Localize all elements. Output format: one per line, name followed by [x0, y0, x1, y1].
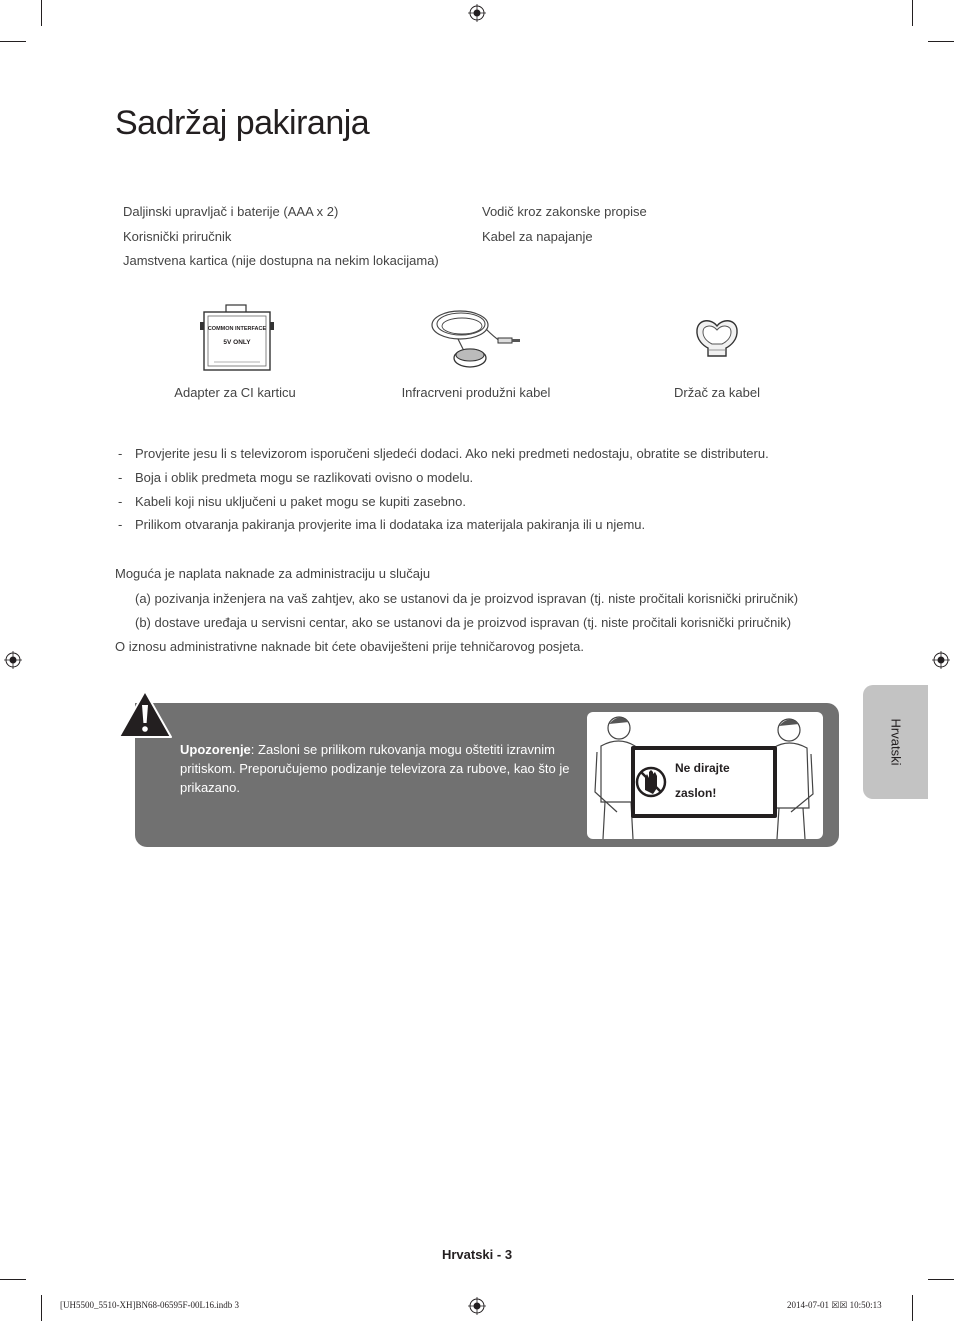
contents-item: Daljinski upravljač i baterije (AAA x 2) — [123, 204, 339, 219]
accessory-label: Držač za kabel — [674, 385, 760, 400]
ci-card-label: COMMON INTERFACE — [207, 326, 267, 332]
cable-holder-icon — [694, 316, 740, 362]
ir-extension-cable-icon — [428, 303, 522, 375]
registration-mark-icon — [4, 651, 22, 669]
crop-mark — [41, 1295, 42, 1321]
warning-body: : Zasloni se prilikom rukovanja mogu oštetiti izravnim pritiskom. Preporučujemo podizanje televizora za rubove, kao što je prikazano. — [180, 742, 570, 795]
ci-card-label: 5V ONLY — [223, 339, 251, 346]
registration-mark-icon — [932, 651, 950, 669]
accessory-label: Adapter za CI karticu — [174, 385, 296, 400]
crop-mark — [928, 41, 954, 42]
page-number: Hrvatski - 3 — [441, 1247, 513, 1262]
note-item: - Boja i oblik predmeta mogu se razlikovati ovisno o modelu. — [118, 470, 474, 485]
registration-mark-icon — [468, 1297, 486, 1315]
accessory-label: Infracrveni produžni kabel — [401, 385, 551, 400]
note-text: Boja i oblik predmeta mogu se razlikovati ovisno o modelu. — [135, 470, 474, 485]
crop-mark — [0, 41, 26, 42]
registration-mark-icon — [468, 4, 486, 22]
note-item: - Kabeli koji nisu uključeni u paket mogu se kupiti zasebno. — [118, 494, 466, 509]
print-slug: 2014-07-01 ☒☒ 10:50:13 — [787, 1300, 882, 1310]
ci-card-adapter-icon — [200, 304, 274, 372]
note-text: Kabeli koji nisu uključeni u paket mogu se kupiti zasebno. — [135, 494, 466, 509]
note-item: - Prilikom otvaranja pakiranja provjerite ima li dodataka iza materijala pakiranja ili u njemu. — [118, 517, 646, 532]
page-title: Sadržaj pakiranja — [115, 104, 370, 142]
contents-item: Vodič kroz zakonske propise — [482, 204, 647, 219]
crop-mark — [0, 1279, 26, 1280]
warning-triangle-icon — [117, 689, 173, 739]
print-slug: [UH5500_5510-XH]BN68-06595F-00L16.indb 3 — [60, 1300, 239, 1310]
tv-handling-illustration — [587, 712, 823, 839]
note-text: Provjerite jesu li s televizorom isporučeni sljedeći dodaci. Ako neki predmeti nedostaju, obratite se distributeru. — [135, 446, 769, 461]
note-item: - Provjerite jesu li s televizorom isporučeni sljedeći dodaci. Ako neki predmeti nedostaju, obratite se distributeru. — [118, 446, 769, 461]
language-tab — [863, 685, 928, 799]
warning-text — [180, 740, 576, 797]
sign-text: Ne dirajte — [675, 761, 730, 775]
sign-text: zaslon! — [675, 786, 717, 800]
crop-mark — [928, 1279, 954, 1280]
fee-case: (b) dostave uređaja u servisni centar, ako se ustanovi da je proizvod ispravan (tj. niste pročitali korisnički priručnik) — [135, 615, 792, 630]
contents-item: Jamstvena kartica (nije dostupna na nekim lokacijama) — [123, 253, 439, 268]
note-text: Prilikom otvaranja pakiranja provjerite ima li dodataka iza materijala pakiranja ili u njemu. — [135, 517, 646, 532]
contents-item: Korisnički priručnik — [123, 229, 232, 244]
fee-intro: Moguća je naplata naknade za administraciju u slučaju — [115, 566, 431, 581]
fee-case: (a) pozivanja inženjera na vaš zahtjev, ako se ustanovi da je proizvod ispravan (tj. niste pročitali korisnički priručnik) — [135, 591, 799, 606]
warning-label: Upozorenje — [180, 742, 251, 757]
language-tab-label: Hrvatski — [888, 718, 903, 766]
crop-mark — [912, 0, 913, 26]
fee-outro: O iznosu administrativne naknade bit ćete obaviješteni prije tehničarovog posjeta. — [115, 639, 584, 654]
crop-mark — [912, 1295, 913, 1321]
contents-item: Kabel za napajanje — [482, 229, 593, 244]
crop-mark — [41, 0, 42, 26]
